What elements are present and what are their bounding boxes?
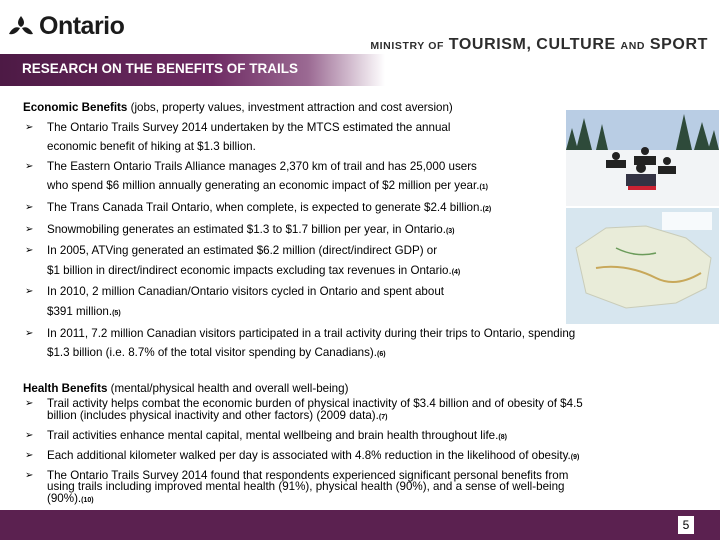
bullet-item: [23, 450, 713, 463]
footer: [0, 510, 720, 540]
reference-number: (5): [112, 309, 121, 317]
health-heading: Health Benefits (mental/physical health and overall well-being): [23, 381, 349, 395]
ministry-name: MINISTRY OF TOURISM, CULTURE AND SPORT: [370, 36, 708, 53]
bullet-text: who spend $6 million annually generating an economic impact of $2 million per year.: [47, 179, 480, 193]
economic-heading: Economic Benefits (jobs, property values, investment attraction and cost aversion): [23, 101, 453, 114]
bullet-arrow-icon: ➢: [25, 327, 34, 339]
page-number: 5: [678, 516, 694, 534]
bullet-text: Trail activity helps combat the economic burden of physical inactivity of $3.4 billion and of obesity of $4.5: [47, 397, 583, 411]
bullet-arrow-icon: ➢: [25, 245, 34, 257]
reference-number: (6): [376, 351, 386, 359]
bullet-arrow-icon: ➢: [25, 121, 34, 133]
bullet-text: using trails including improved mental health (91%), physical health (90%), and a sense of well-being: [47, 480, 565, 494]
bullet-text: In 2011, 7.2 million Canadian visitors participated in a trail activity during their trips to Ontario, spending: [47, 326, 576, 340]
bullet-text: The Ontario Trails Survey 2014 undertaken by the MTCS estimated the annual: [47, 120, 451, 134]
reference-number: (10): [81, 496, 94, 504]
bullet-item: [23, 398, 713, 422]
reference-number: (9): [570, 453, 580, 461]
logo-text: Ontario: [39, 12, 125, 40]
bullet-text: Snowmobiling generates an estimated $1.3 to $1.7 billion per year, in Ontario.: [47, 222, 446, 236]
bullet-arrow-icon: ➢: [25, 160, 34, 172]
bullet-arrow-icon: ➢: [25, 429, 34, 441]
reference-number: (3): [445, 227, 455, 235]
bullet-arrow-icon: ➢: [25, 223, 34, 235]
canada-trail-map: [566, 208, 719, 324]
reference-number: (7): [378, 413, 388, 421]
bullet-text: The Eastern Ontario Trails Alliance manages 2,370 km of trail and has 25,000 users: [47, 159, 477, 173]
bullet-item: [23, 470, 713, 506]
bullet-arrow-icon: ➢: [25, 398, 34, 410]
reference-number: (2): [482, 205, 492, 213]
bullet-text: (90%).: [47, 491, 82, 505]
bullet-text: $1 billion in direct/indirect economic impacts excluding tax revenues in Ontario.: [47, 263, 452, 277]
page-title: RESEARCH ON THE BENEFITS OF TRAILS: [22, 61, 299, 76]
bullet-item: [23, 324, 713, 365]
bullet-item: [23, 430, 713, 443]
snowmobile-photo: [566, 110, 719, 206]
bullet-arrow-icon: ➢: [25, 286, 34, 298]
bullet-text: The Trans Canada Trail Ontario, when complete, is expected to generate $2.4 billion.: [47, 200, 483, 214]
bullet-text: $391 million.: [47, 304, 113, 318]
bullet-arrow-icon: ➢: [25, 201, 34, 213]
trillium-icon: [6, 14, 36, 40]
bullet-text: Each additional kilometer walked per day is associated with 4.8% reduction in the likelihood of obesity.: [47, 448, 571, 462]
bullet-text: Trail activities enhance mental capital, mental wellbeing and brain health throughout life.: [47, 428, 499, 442]
ontario-logo: [6, 12, 124, 41]
bullet-text: In 2010, 2 million Canadian/Ontario visitors cycled in Ontario and spent about: [47, 285, 444, 299]
reference-number: (8): [498, 433, 507, 441]
bullet-text: $1.3 billion (i.e. 8.7% of the total visitor spending by Canadians).: [47, 346, 377, 360]
bullet-arrow-icon: ➢: [25, 470, 34, 482]
reference-number: (4): [451, 268, 461, 276]
health-list: [23, 398, 713, 505]
bullet-text: The Ontario Trails Survey 2014 found that respondents experienced significant personal benefits from: [47, 469, 569, 483]
bullet-arrow-icon: ➢: [25, 449, 34, 461]
bullet-text: billion (includes physical inactivity and other factors) (2009 data).: [47, 408, 379, 422]
reference-number: (1): [479, 184, 489, 192]
bullet-text: In 2005, ATVing generated an estimated $6.2 million (direct/indirect GDP) or: [47, 244, 438, 258]
bullet-text: economic benefit of hiking at $1.3 billion.: [47, 140, 256, 154]
